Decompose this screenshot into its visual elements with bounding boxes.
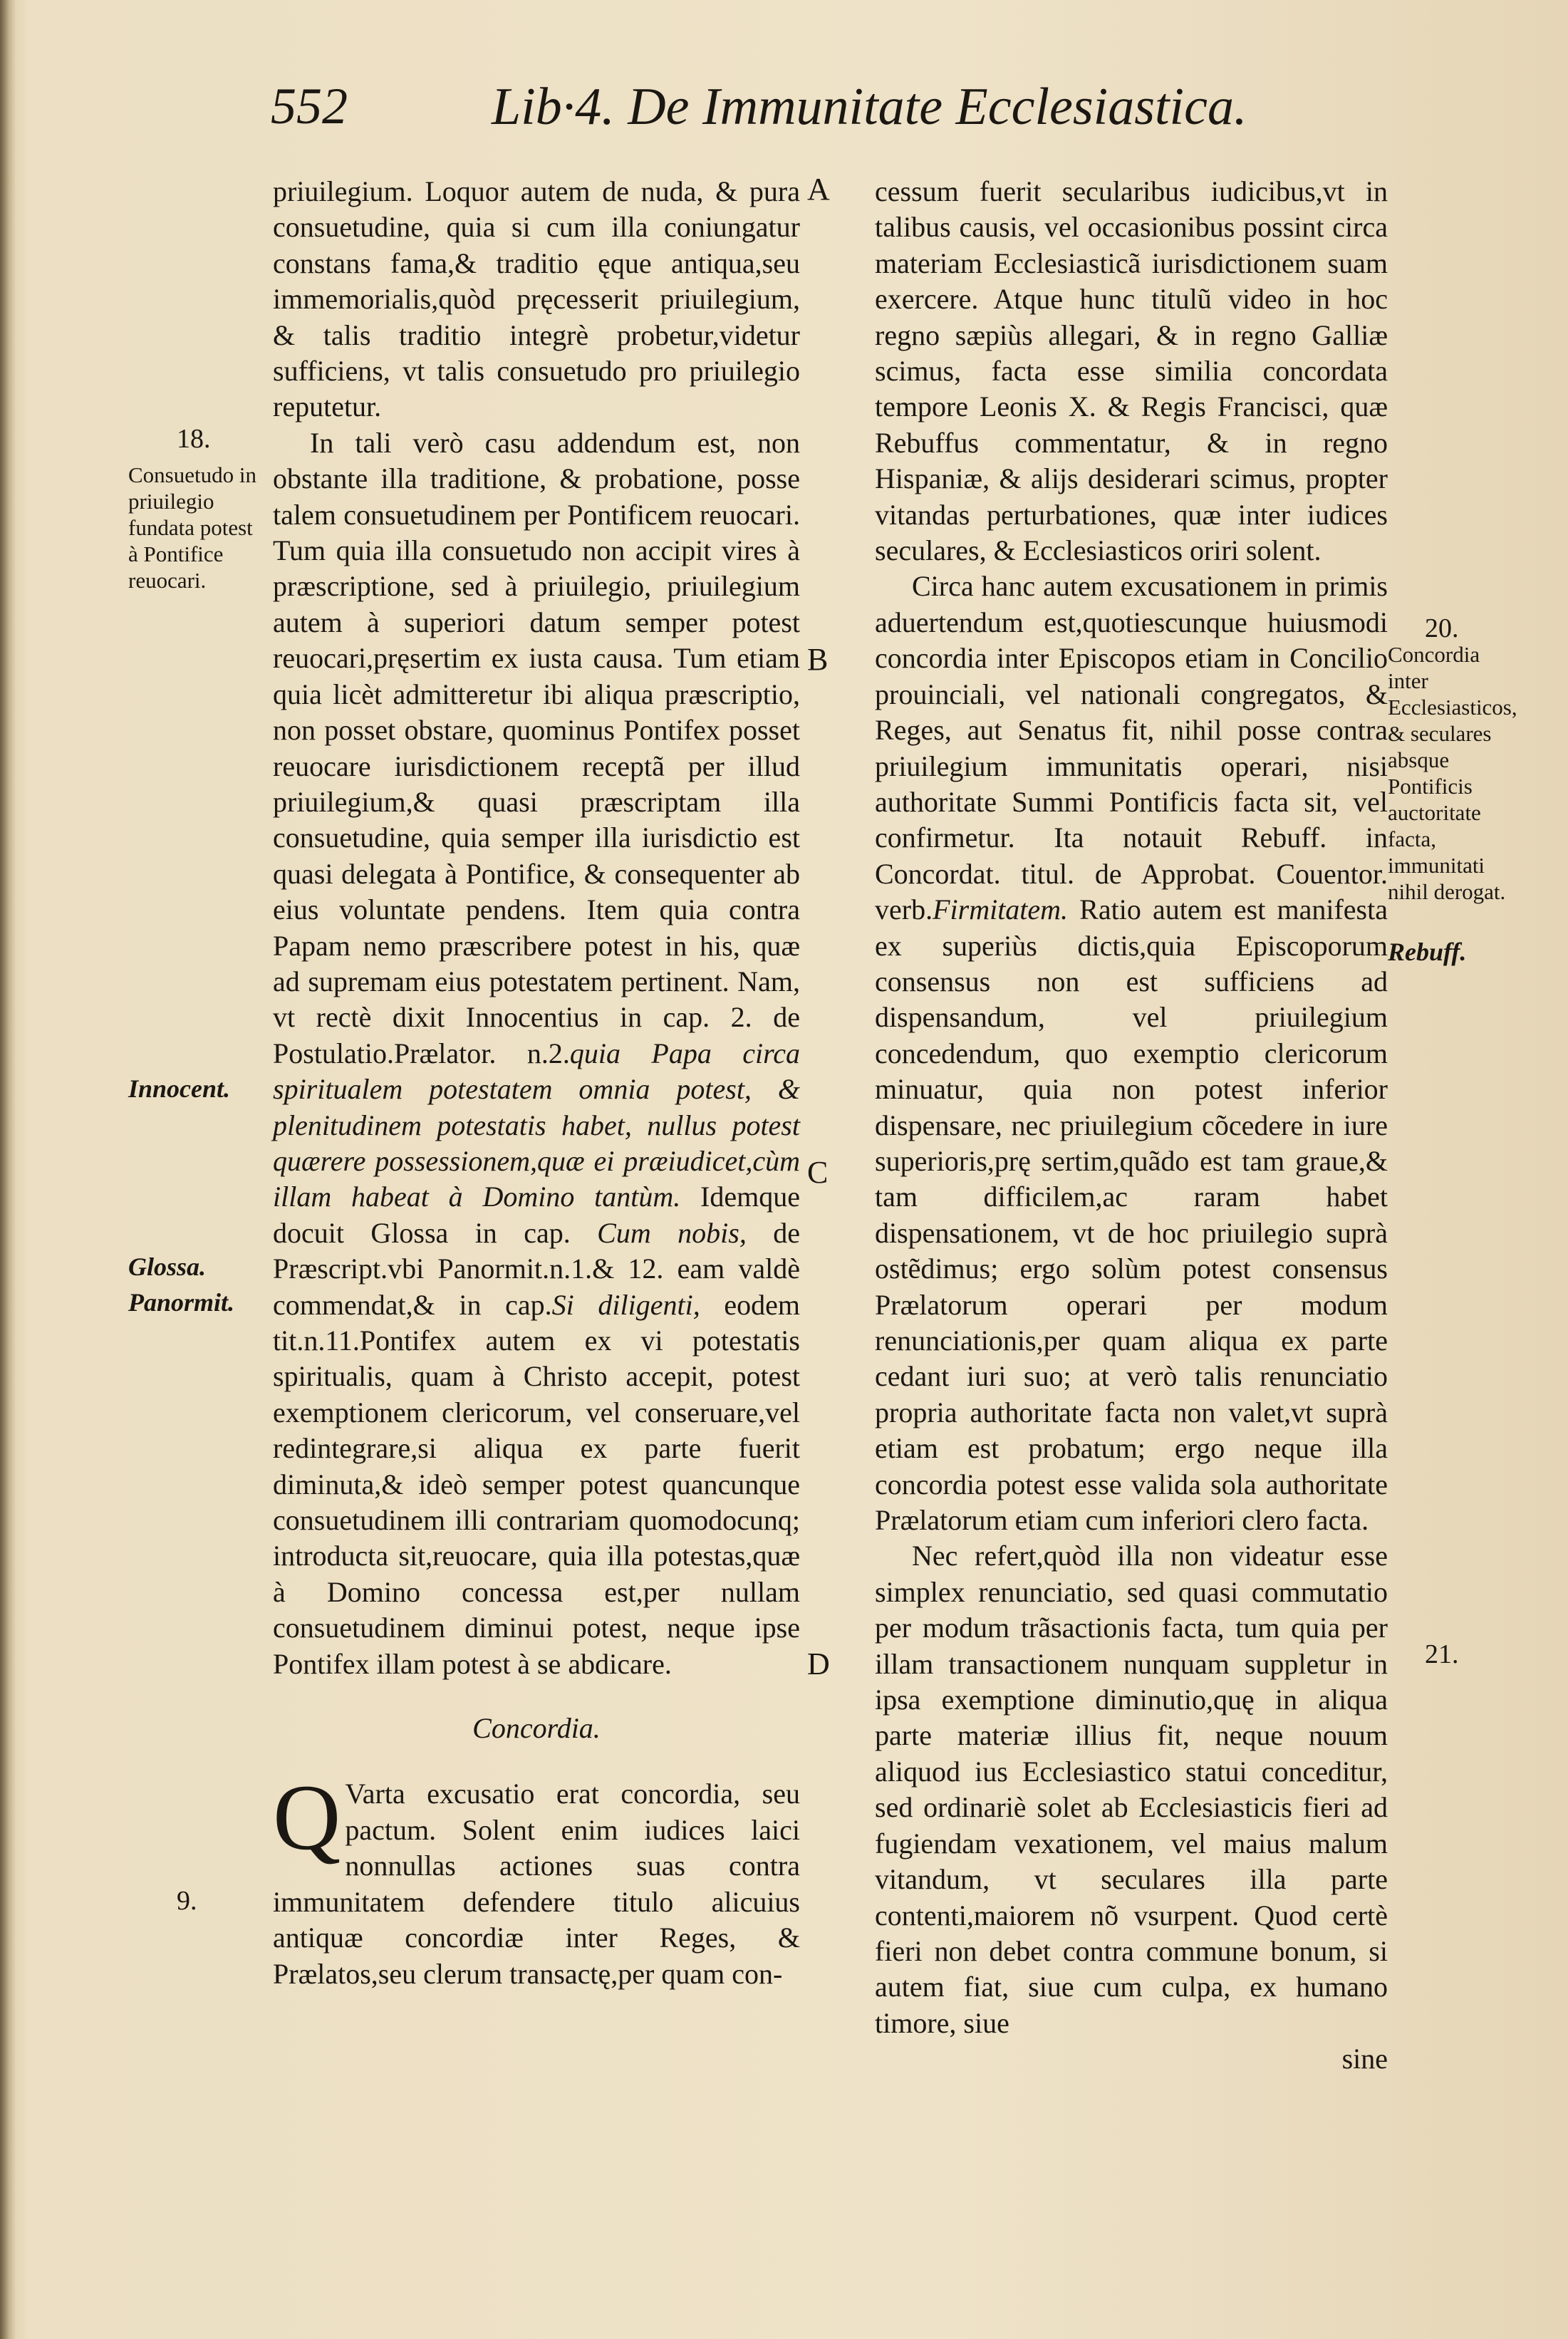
section-letter-a: A — [807, 172, 830, 207]
left-paragraph-2-cont3: eodem tit.n.11.Pontifex autem ex vi potestatis spiritualis, quam à Christo accepit, potest exemptionem clericorum, vel conseruare,vel redintegrare,si aliqua ex parte fuerit diminuta,& ideò semper potest quancunque consuetudinem illi contrariam quomodocunq; introducta sit,reuocare, quia illa potestas,quæ à Domino concessa est,per nullam consuetudinem diminui potest, neque ipse Pontifex illam potest à se abdicare. — [273, 1288, 801, 1680]
left-paragraph-2 — [273, 425, 800, 1682]
section-letter-d: D — [807, 1646, 830, 1681]
drop-cap: Q — [273, 1765, 341, 1870]
running-title: Lib·4. De Immunitate Ecclesiastica. — [492, 78, 1247, 136]
catchword: sine — [1341, 2043, 1388, 2075]
right-paragraph-3: Nec refert,quòd illa non videatur esse simplex renunciatio, sed quasi commutatio per modum trãsactionis facta, tum quia per illam transactionem nunquam suppletur in ipsa exemptione diminutio,quę in aliqua parte materiæ illius fit, neque nouum aliquod ius Ecclesiastico statui conceditur, sed ordinariè solet ab Ecclesiasticis fieri ad fugiendam vexationem, vel maius malum vitandum, vt seculares illa parte contenti,maiorem nõ vsurpent. Quod certè fieri non debet contra commune bonum, si autem fiat, siue cum culpa, ex humano timore, siue — [875, 1540, 1388, 2039]
si-diligenti-citation: Si diligenti, — [551, 1288, 700, 1321]
right-paragraph-2-text: Circa hanc autem excusationem in primis aduertendum est,quotiescunque huiusmodi concordia inter Episcopos etiam in Concilio prouinciali, vel nationali congregatos, & Reges, aut Senatus fit, nihil posse contra priuilegium immunitatis operari, nisi authoritate Summi Pontificis facta sit, vel confirmetur. Ita notauit Rebuff. in Concordat. titul. de Approbat. Couentor. verb. — [875, 570, 1388, 926]
marginal-number-20: 20. — [1425, 613, 1459, 643]
marginal-ref-glossa: Glossa. — [128, 1253, 207, 1281]
gutter-shadow — [0, 0, 16, 2339]
right-paragraph-1: cessum fuerit secularibus iudicibus,vt in talibus causis, vel occasionibus possint circa materiam Ecclesiasticã iurisdictionem suam exercere. Atque hunc titulũ video in hoc regno sæpiùs allegari, & in regno Galliæ scimus, facta esse similia concordata tempore Leonis X. & Regis Francisci, quæ Rebuffus commentatur, & in regno Hispaniæ, & alijs desiderari scimus, propter vitandas perturbationes, quæ inter iudices seculares, & Ecclesiasticos oriri solent. — [875, 175, 1388, 567]
left-paragraph-2-cont1: Idemque docuit Glossa in cap. — [273, 1181, 800, 1249]
left-paragraph-3-text: Varta excusatio erat concordia, seu pactum. Solent enim iudices laici nonnullas actiones suas contra immunitatem defendere titulo alicuius antiquæ concordiæ inter Reges, & Prælatos,seu clerum transactę,per quam con- — [273, 1778, 800, 1990]
marginal-ref-rebuff: Rebuff. — [1388, 938, 1467, 966]
left-paragraph-3 — [273, 1765, 800, 1991]
section-letter-b: B — [807, 642, 829, 677]
page-header — [264, 77, 1318, 155]
section-heading-concordia: Concordia. — [472, 1712, 601, 1745]
right-column — [875, 174, 1388, 2078]
left-paragraph-2-cont2: de Præscript.vbi Panormit.n.1.& 12. eam valdè commendat,& in cap. — [273, 1216, 800, 1321]
marginal-number-19: 9. — [177, 1886, 197, 1916]
left-column — [273, 174, 800, 1992]
innocent-quote: quia Papa circa spiritualem potestatem omnia potest, & plenitudinem potestatis habet, nullus potest quærere possessionem,quæ ei præiudicet,cùm illam habeat à Domino tantùm. — [273, 1037, 801, 1213]
page-number: 552 — [271, 78, 348, 135]
marginal-number-21: 21. — [1425, 1639, 1459, 1669]
marginal-note-consuetudo: Consuetudo in priuilegio fundata potest à Pontifice reuocari. — [128, 462, 256, 593]
cum-nobis-citation: Cum nobis, — [597, 1216, 747, 1249]
marginal-ref-innocent: Innocent. — [128, 1074, 231, 1103]
left-paragraph-2-text: In tali verò casu addendum est, non obstante illa traditione, & probatione, posse talem consuetudinem per Pontificem reuocari. Tum quia illa consuetudo non accipit vires à præscriptione, sed à priuilegio, priuilegium autem à superiori datum semper potest reuocari,pręsertim ex iusta causa. Tum etiam quia licèt admitteretur ibi aliqua præscriptio, non posset obstare, quominus Pontifex posset reuocare iurisdictionem receptã per illud priuilegium,& quasi præscriptam illa consuetudine, quia semper illa iurisdictio est quasi delegata à Pontifice, & consequenter ab eius voluntate pendens. Item quia contra Papam nemo præscribere potest in his, quæ ad supremam eius potestatem pertinent. Nam, vt rectè dixit Innocentius in cap. 2. de Postulatio.Prælator. n.2. — [273, 426, 800, 1069]
marginal-number-18: 18. — [177, 424, 211, 454]
left-paragraph-1: priuilegium. Loquor autem de nuda, & pura consuetudine, quia si cum illa coniungatur constans fama,& traditio ęque antiqua,seu immemorialis,quòd pręcesserit priuilegium, & talis traditio integrè probetur,videtur sufficiens, vt talis consuetudo pro priuilegio reputetur. — [273, 175, 800, 423]
right-paragraph-2-cont: Ratio autem est manifesta ex superiùs dictis,quia Episcoporum consensus non est sufficiens ad dispensandum, vel priuilegium concedendum, quo exemptio clericorum minuatur, quia non potest inferior dispensare, nec priuilegium cõcedere in iure superioris,prę sertim,quãdo est tam graue,& tam difficilem,ac raram habet dispensationem, vt de hoc priuilegio suprà ostẽdimus; ergo solùm potest consensus Prælatorum operari per modum renunciationis,per quam aliqua ex parte cedant iuri suo; at verò talis renunciatio propria authoritate facta non valet,vt suprà etiam est probatum; ergo neque illa concordia potest esse valida sola authoritate Prælatorum etiam cum inferiori clero facta. — [875, 893, 1388, 1537]
right-paragraph-2 — [875, 569, 1388, 1538]
marginal-ref-panormit: Panormit. — [128, 1288, 235, 1317]
marginal-note-concordia: Concordia inter Ecclesiasticos, & seculares absque Pontificis auctoritate facta, immunitati nihil derogat. — [1388, 642, 1517, 904]
firmitatem-citation: Firmitatem. — [933, 893, 1069, 926]
section-letter-c: C — [807, 1155, 829, 1190]
